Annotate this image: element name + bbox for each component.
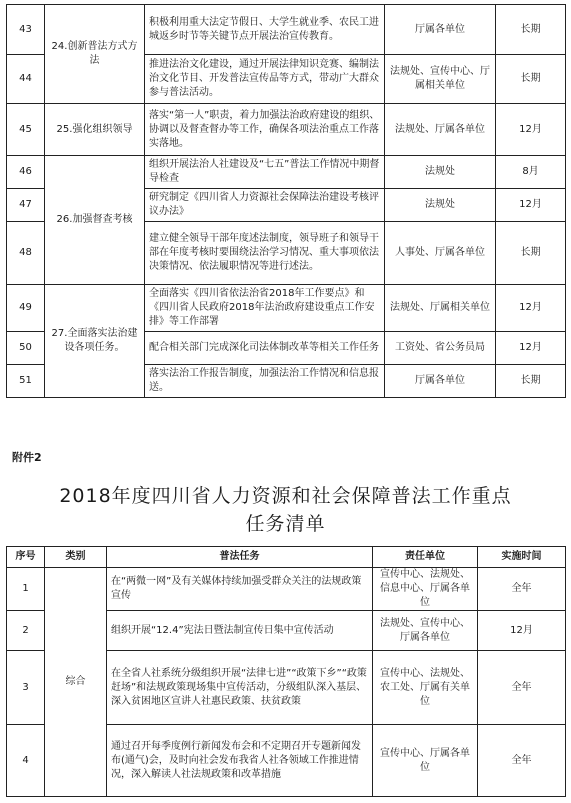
header-time: 实施时间 bbox=[478, 547, 566, 568]
row-number: 44 bbox=[7, 55, 45, 104]
unit-cell: 厅属各单位 bbox=[385, 5, 496, 55]
task-cell: 通过召开每季度例行新闻发布会和不定期召开专题新闻发布(通气)会，及时向社会发布我省人社各领域工作推进情况，深入解读人社法规政策和改革措施 bbox=[107, 725, 373, 797]
time-cell: 长期 bbox=[496, 55, 566, 104]
time-cell: 12月 bbox=[478, 611, 566, 651]
row-number: 3 bbox=[7, 651, 45, 725]
task-cell: 在全省人社系统分级组织开展“法律七进”“政策下乡”“政策赶场”和法规政策现场集中宣传活动，分级组队深入基层、深入贫困地区宣讲人社惠民政策、扶贫政策 bbox=[107, 651, 373, 725]
row-number: 48 bbox=[7, 222, 45, 285]
table-row bbox=[7, 104, 566, 156]
row-number: 50 bbox=[7, 332, 45, 365]
unit-cell: 宣传中心、厅属各单位 bbox=[373, 725, 478, 797]
time-cell: 12月 bbox=[496, 189, 566, 222]
unit-cell: 法规处、厅属各单位 bbox=[385, 104, 496, 156]
task-table-part2 bbox=[6, 546, 566, 797]
group-cell: 24.创新普法方式方法 bbox=[45, 5, 145, 104]
unit-cell: 宣传中心、法规处、农工处、厅属有关单位 bbox=[373, 651, 478, 725]
header-category: 类别 bbox=[45, 547, 107, 568]
time-cell: 12月 bbox=[496, 332, 566, 365]
task-cell: 全面落实《四川省依法治省2018年工作要点》和《四川省人民政府2018年法治政府建设重点工作安排》等工作部署 bbox=[145, 285, 385, 332]
table-row bbox=[7, 156, 566, 189]
task-cell: 研究制定《四川省人力资源社会保障法治建设考核评议办法》 bbox=[145, 189, 385, 222]
attachment-label: 附件2 bbox=[12, 451, 42, 464]
task-cell: 配合相关部门完成深化司法体制改革等相关工作任务 bbox=[145, 332, 385, 365]
header-no: 序号 bbox=[7, 547, 45, 568]
document-title: 2018年度四川省人力资源和社会保障普法工作重点 bbox=[59, 485, 512, 507]
row-number: 43 bbox=[7, 5, 45, 55]
unit-cell: 法规处 bbox=[385, 189, 496, 222]
unit-cell: 工资处、省公务员局 bbox=[385, 332, 496, 365]
unit-cell: 法规处 bbox=[385, 156, 496, 189]
unit-cell: 法规处、宣传中心、厅属相关单位 bbox=[385, 55, 496, 104]
row-number: 46 bbox=[7, 156, 45, 189]
time-cell: 长期 bbox=[496, 222, 566, 285]
time-cell: 8月 bbox=[496, 156, 566, 189]
document-title-line2: 任务清单 bbox=[245, 513, 326, 535]
row-number: 1 bbox=[7, 568, 45, 611]
time-cell: 长期 bbox=[496, 365, 566, 398]
task-cell: 落实“第一人”职责，着力加强法治政府建设的组织、协调以及督查督办等工作，确保各项法治重点工作落实落地。 bbox=[145, 104, 385, 156]
time-cell: 全年 bbox=[478, 651, 566, 725]
row-number: 45 bbox=[7, 104, 45, 156]
task-table-part1 bbox=[6, 4, 566, 398]
time-cell: 12月 bbox=[496, 104, 566, 156]
table-header-row bbox=[7, 547, 566, 568]
unit-cell: 法规处、宣传中心、厅属各单位 bbox=[373, 611, 478, 651]
unit-cell: 法规处、厅属相关单位 bbox=[385, 285, 496, 332]
header-unit: 责任单位 bbox=[373, 547, 478, 568]
task-cell: 推进法治文化建设，通过开展法律知识竞赛、编制法治文化节目、开发普法宣传品等方式，带动广大群众参与普法活动。 bbox=[145, 55, 385, 104]
task-cell: 组织开展“12.4”宪法日暨法制宣传日集中宣传活动 bbox=[107, 611, 373, 651]
time-cell: 长期 bbox=[496, 5, 566, 55]
row-number: 2 bbox=[7, 611, 45, 651]
row-number: 51 bbox=[7, 365, 45, 398]
table-row bbox=[7, 285, 566, 332]
table-row bbox=[7, 568, 566, 611]
category-cell: 综合 bbox=[45, 568, 107, 797]
time-cell: 12月 bbox=[496, 285, 566, 332]
task-cell: 建立健全领导干部年度述法制度，领导班子和领导干部在年度考核时要围绕法治学习情况、重大事项依法决策情况、依法履职情况等进行述法。 bbox=[145, 222, 385, 285]
task-cell: 在“两微一网”及有关媒体持续加强受群众关注的法规政策宣传 bbox=[107, 568, 373, 611]
group-cell: 26.加强督查考核 bbox=[45, 156, 145, 285]
row-number: 47 bbox=[7, 189, 45, 222]
header-task: 普法任务 bbox=[107, 547, 373, 568]
unit-cell: 人事处、厅属各单位 bbox=[385, 222, 496, 285]
time-cell: 全年 bbox=[478, 568, 566, 611]
task-cell: 组织开展法治人社建设及“七五”普法工作情况中期督导检查 bbox=[145, 156, 385, 189]
task-cell: 落实法治工作报告制度，加强法治工作情况和信息报送。 bbox=[145, 365, 385, 398]
group-cell: 25.强化组织领导 bbox=[45, 104, 145, 156]
row-number: 49 bbox=[7, 285, 45, 332]
task-cell: 积极利用重大法定节假日、大学生就业季、农民工进城返乡时节等关键节点开展法治宣传教育。 bbox=[145, 5, 385, 55]
unit-cell: 厅属各单位 bbox=[385, 365, 496, 398]
table-row bbox=[7, 5, 566, 55]
time-cell: 全年 bbox=[478, 725, 566, 797]
unit-cell: 宣传中心、法规处、信息中心、厅属各单位 bbox=[373, 568, 478, 611]
row-number: 4 bbox=[7, 725, 45, 797]
group-cell: 27.全面落实法治建设各项任务。 bbox=[45, 285, 145, 398]
